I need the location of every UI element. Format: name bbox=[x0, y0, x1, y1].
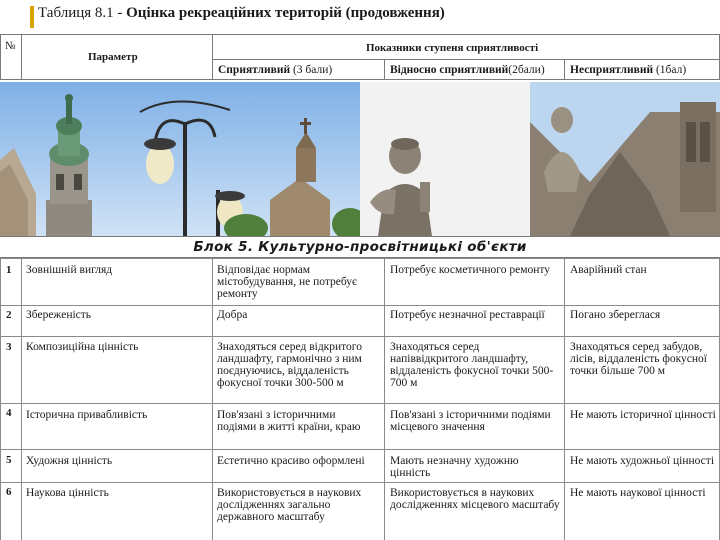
grid-line bbox=[564, 258, 565, 540]
row-number: 4 bbox=[6, 407, 12, 419]
photo-towers bbox=[0, 82, 360, 236]
header-num-label: № bbox=[5, 40, 16, 52]
title-accent-bar bbox=[30, 6, 34, 28]
row-parameter: Наукова цінність bbox=[26, 487, 109, 499]
block-title-banner bbox=[0, 236, 720, 258]
table-title bbox=[38, 5, 445, 22]
row-parameter: Зовнішній вигляд bbox=[26, 264, 113, 276]
row-unfavorable: Аварійний стан bbox=[570, 264, 647, 276]
row-unfavorable: Не мають наукової цінності bbox=[570, 487, 706, 499]
col-3-score: (1бал) bbox=[653, 64, 687, 76]
grid-line bbox=[0, 305, 720, 306]
row-relatively-favorable: Знаходяться серед напіввідкритого ландшафту, віддаленість фокусної точки 500-700 м bbox=[390, 341, 554, 389]
photo-church-statue bbox=[530, 82, 720, 236]
grid-line bbox=[0, 258, 1, 540]
row-relatively-favorable: Пов'язані з історичними подіями місцевого значення bbox=[390, 409, 551, 433]
col-2-name: Відносно сприятливий bbox=[390, 64, 509, 76]
grid-line bbox=[0, 403, 720, 404]
header-param-label: Параметр bbox=[88, 51, 138, 63]
row-favorable: Добра bbox=[217, 309, 248, 321]
row-number: 1 bbox=[6, 264, 12, 276]
row-number: 6 bbox=[6, 486, 12, 498]
grid-line bbox=[0, 482, 720, 483]
grid-line bbox=[21, 258, 22, 540]
row-parameter: Історична привабливість bbox=[26, 409, 148, 421]
header-col-1 bbox=[212, 59, 385, 80]
header-group-cell bbox=[212, 34, 720, 60]
title-prefix: Таблиця 8.1 - bbox=[38, 5, 127, 21]
row-unfavorable: Знаходяться серед забудов, лісів, віддаленість фокусної точки більше 700 м bbox=[570, 341, 707, 377]
grid-line bbox=[212, 258, 213, 540]
col-1-score: (3 бали) bbox=[290, 64, 333, 76]
photo-monk-statue bbox=[360, 82, 530, 236]
row-unfavorable: Не мають історичної цінності bbox=[570, 409, 716, 421]
col-1-name: Сприятливий bbox=[218, 64, 291, 76]
row-parameter: Композиційна цінність bbox=[26, 341, 139, 353]
row-number: 3 bbox=[6, 341, 12, 353]
row-favorable: Знаходяться серед відкритого ландшафту, гармонічно з ним поєднуючись, віддаленість фокусної точки 300-500 м bbox=[217, 341, 362, 389]
grid-line bbox=[0, 449, 720, 450]
header-num-cell bbox=[0, 34, 22, 80]
row-number: 5 bbox=[6, 454, 12, 466]
row-unfavorable: Не мають художньої цінності bbox=[570, 455, 715, 467]
row-favorable: Використовується в наукових дослідженнях загально державного масштабу bbox=[217, 487, 362, 523]
row-unfavorable: Погано збереглася bbox=[570, 309, 661, 321]
grid-line bbox=[0, 258, 720, 259]
title-main: Оцінка рекреаційних територій (продовження) bbox=[126, 5, 445, 21]
grid-line bbox=[384, 258, 385, 540]
header-group-label: Показники ступеня сприятливості bbox=[366, 42, 539, 54]
row-relatively-favorable: Потребує незначної реставрації bbox=[390, 309, 545, 321]
row-relatively-favorable: Потребує косметичного ремонту bbox=[390, 264, 551, 276]
col-2-score: (2бали) bbox=[508, 64, 545, 76]
row-favorable: Пов'язані з історичними подіями в житті країни, краю bbox=[217, 409, 361, 433]
block-title: Блок 5. Культурно-просвітницькі об'єкти bbox=[193, 239, 527, 255]
row-relatively-favorable: Мають незначну художню цінність bbox=[390, 455, 519, 479]
row-parameter: Художня цінність bbox=[26, 455, 113, 467]
row-number: 2 bbox=[6, 309, 12, 321]
row-favorable: Відповідає нормам містобудування, не потребує ремонту bbox=[217, 264, 357, 300]
towers-lanterns-image bbox=[0, 82, 360, 236]
header-col-3 bbox=[564, 59, 720, 80]
monk-statue-image bbox=[360, 82, 530, 236]
row-favorable: Естетично красиво оформлені bbox=[217, 455, 365, 467]
col-3-name: Несприятливий bbox=[570, 64, 654, 76]
header-col-2 bbox=[384, 59, 565, 80]
row-relatively-favorable: Використовується в наукових дослідженнях місцевого масштабу bbox=[390, 487, 560, 511]
header-param-cell bbox=[21, 34, 213, 80]
row-parameter: Збереженість bbox=[26, 309, 92, 321]
church-statue-image bbox=[530, 82, 720, 236]
grid-line bbox=[0, 336, 720, 337]
